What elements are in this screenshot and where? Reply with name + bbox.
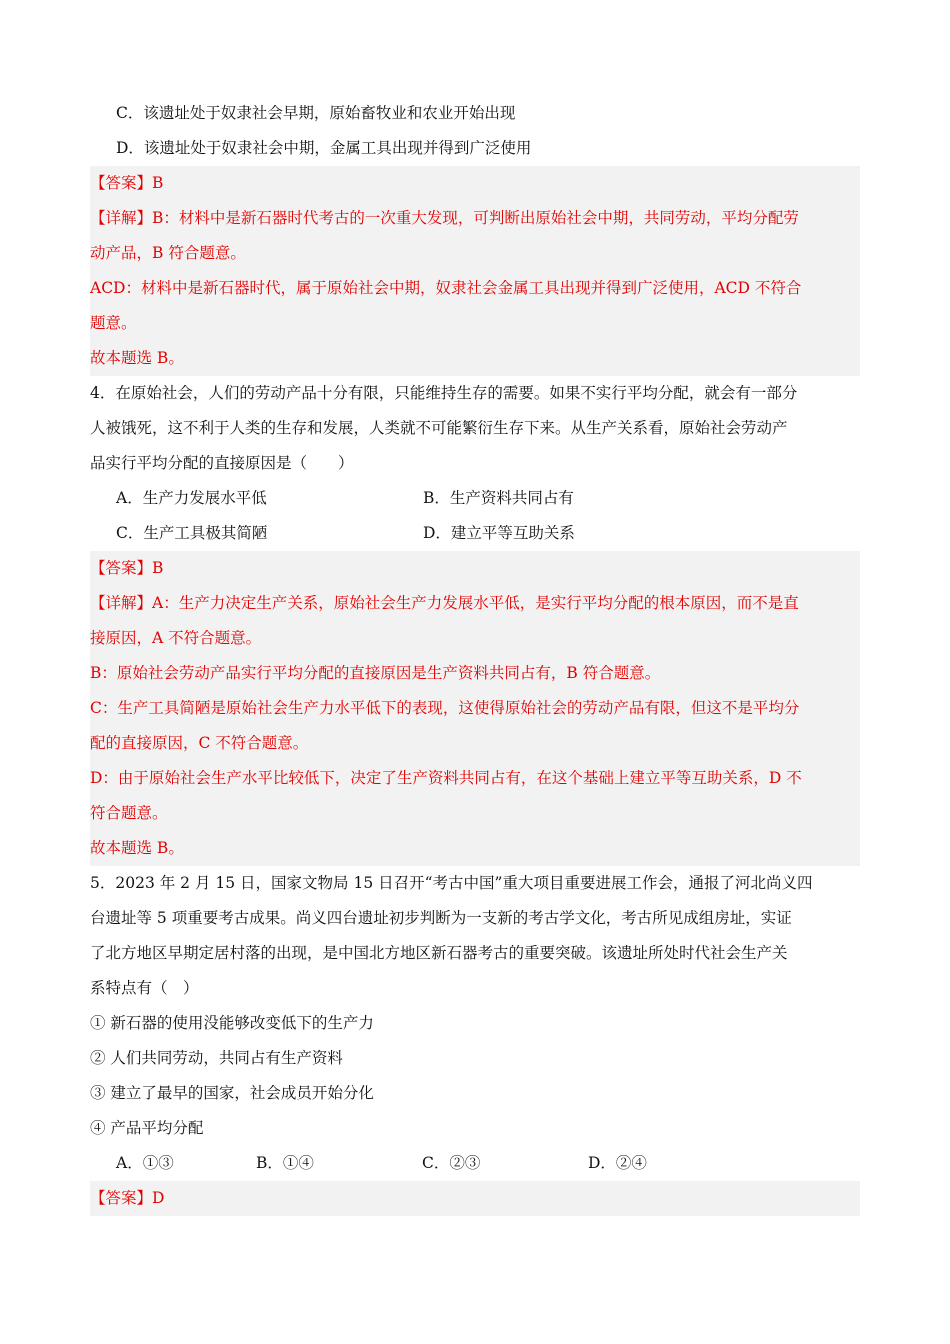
q3-detail-line: 动产品，B 符合题意。	[90, 244, 246, 262]
q4-stem-line: 人被饿死，这不利于人类的生存和发展，人类就不可能繁衍生存下来。从生产关系看，原始社会劳动产	[90, 419, 788, 437]
q5-option-c: C．②③	[422, 1154, 481, 1172]
q3-option-c: C．该遗址处于奴隶社会早期，原始畜牧业和农业开始出现	[116, 104, 516, 122]
q4-option-d: D．建立平等互助关系	[423, 524, 575, 542]
q4-detail-line: B：原始社会劳动产品实行平均分配的直接原因是生产资料共同占有，B 符合题意。	[90, 664, 661, 682]
q5-answer: 【答案】D	[90, 1189, 165, 1207]
q4-detail-line: 接原因，A 不符合题意。	[90, 629, 262, 647]
q4-option-b: B．生产资料共同占有	[423, 489, 574, 507]
q4-options-row-2	[90, 516, 860, 551]
q3-answer-box	[90, 166, 860, 376]
q3-option-d: D．该遗址处于奴隶社会中期，金属工具出现并得到广泛使用	[116, 139, 532, 157]
q4-options-row-1	[90, 481, 860, 516]
q4-detail-line: 【详解】A：生产力决定生产关系，原始社会生产力发展水平低，是实行平均分配的根本原因，而不是直	[90, 594, 799, 612]
q5-option-b: B．①④	[256, 1154, 314, 1172]
q5-option-d: D．②④	[588, 1154, 647, 1172]
q5-statement: ① 新石器的使用没能够改变低下的生产力	[90, 1014, 374, 1032]
q5-stem-line: 系特点有（ ）	[90, 979, 199, 997]
q3-detail-line: 题意。	[90, 314, 137, 332]
q5-stem-line: 台遗址等 5 项重要考古成果。尚义四台遗址初步判断为一支新的考古学文化，考古所见成组房址，实证	[90, 909, 792, 927]
q4-stem-line: 4．在原始社会，人们的劳动产品十分有限，只能维持生存的需要。如果不实行平均分配，就会有一部分	[90, 384, 798, 402]
q3-answer: 【答案】B	[90, 174, 164, 192]
q3-detail-line: 故本题选 B。	[90, 349, 184, 367]
q4-stem-line: 品实行平均分配的直接原因是（ ）	[90, 454, 354, 472]
q4-detail-line: 故本题选 B。	[90, 839, 184, 857]
q5-options-row	[90, 1146, 860, 1181]
q4-detail-line: 符合题意。	[90, 804, 168, 822]
page-content	[90, 96, 860, 1216]
q3-detail-line: 【详解】B：材料中是新石器时代考古的一次重大发现，可判断出原始社会中期，共同劳动，平均分配劳	[90, 209, 799, 227]
q5-stem-line: 5．2023 年 2 月 15 日，国家文物局 15 日召开“考古中国”重大项目重要进展工作会，通报了河北尚义四	[90, 874, 813, 892]
q5-statement: ③ 建立了最早的国家，社会成员开始分化	[90, 1084, 374, 1102]
q4-option-a: A．生产力发展水平低	[116, 489, 267, 507]
q4-option-c: C．生产工具极其简陋	[116, 524, 268, 542]
q3-detail-line: ACD：材料中是新石器时代，属于原始社会中期，奴隶社会金属工具出现并得到广泛使用，ACD 不符合	[90, 279, 802, 297]
q4-detail-line: C：生产工具简陋是原始社会生产力水平低下的表现，这使得原始社会的劳动产品有限，但这不是平均分	[90, 699, 800, 717]
q4-answer: 【答案】B	[90, 559, 164, 577]
q5-statement: ④ 产品平均分配	[90, 1119, 204, 1137]
q5-answer-box	[90, 1181, 860, 1216]
q4-detail-line: 配的直接原因，C 不符合题意。	[90, 734, 309, 752]
q5-stem-line: 了北方地区早期定居村落的出现，是中国北方地区新石器考古的重要突破。该遗址所处时代社会生产关	[90, 944, 788, 962]
q5-option-a: A．①③	[116, 1154, 174, 1172]
q4-answer-box	[90, 551, 860, 866]
q5-statement: ② 人们共同劳动，共同占有生产资料	[90, 1049, 343, 1067]
q4-detail-line: D：由于原始社会生产水平比较低下，决定了生产资料共同占有，在这个基础上建立平等互助关系，D 不	[90, 769, 802, 787]
